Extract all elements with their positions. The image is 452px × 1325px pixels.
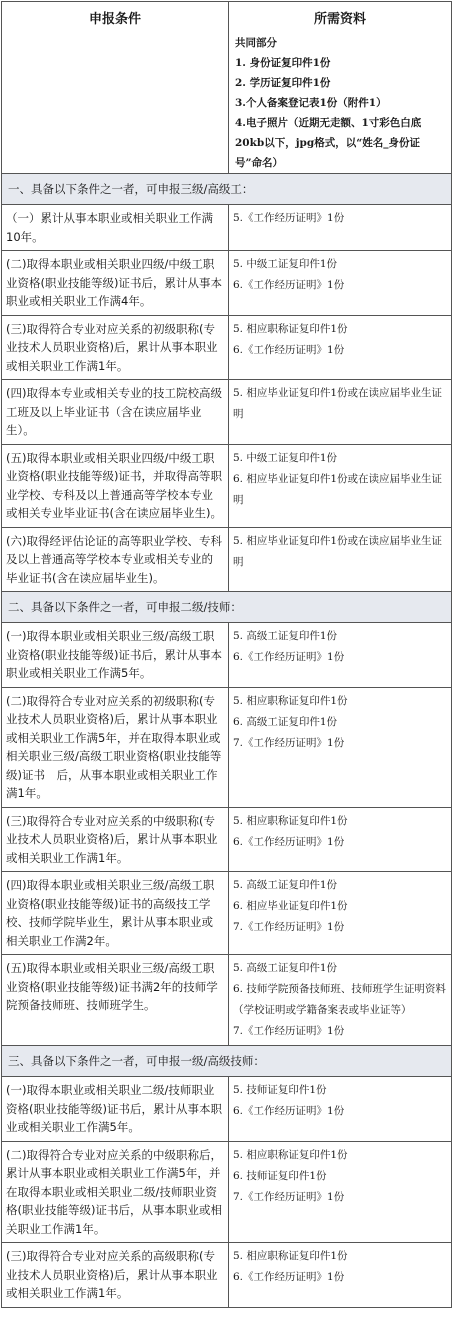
documents-cell xyxy=(229,251,452,316)
document-item: 6.《工作经历证明》1份 xyxy=(233,1271,345,1283)
documents-cell xyxy=(229,872,452,955)
condition-cell: (三)取得符合专业对应关系的高级职称(专业技术人员职业资格)后，累计从事本职业或相关职业工作满1年。 xyxy=(2,1243,229,1308)
document-item: 5. 相应毕业证复印件1份或在读应届毕业生证明 xyxy=(233,534,443,568)
document-item: 6. 相应毕业证复印件1份或在读应届毕业生证明 xyxy=(233,472,443,506)
document-item: 7.《工作经历证明》1份 xyxy=(233,921,345,933)
section-title: 三、具备以下条件之一者，可申报一级/高级技师： xyxy=(2,1046,452,1077)
condition-cell: (三)取得符合专业对应关系的初级职称(专业技术人员职业资格)后，累计从事本职业或相关职业工作满1年。 xyxy=(2,315,229,380)
condition-cell: (一)取得本职业或相关职业三级/高级工职业资格(职业技能等级)证书后，累计从事本职业或相关职业工作满5年。 xyxy=(2,623,229,688)
documents-cell xyxy=(229,807,452,872)
table-row xyxy=(2,1243,452,1308)
condition-cell: (五)取得本职业或相关职业三级/高级工职业资格(职业技能等级)证书满2年的技师学院预备技师班、技师班学生。 xyxy=(2,955,229,1046)
document-item: 5. 技师证复印件1份 xyxy=(233,1084,327,1096)
table-row xyxy=(2,205,452,251)
document-item: 5. 高级工证复印件1份 xyxy=(233,879,338,891)
condition-cell: (四)取得本职业或相关职业三级/高级工职业资格(职业技能等级)证书的高级技工学校、技师学院毕业生，累计从事本职业或相关职业工作满2年。 xyxy=(2,872,229,955)
table-row xyxy=(2,527,452,592)
document-item: 7.《工作经历证明》1份 xyxy=(233,736,345,749)
section-header-row xyxy=(2,174,452,205)
table-row xyxy=(2,807,452,872)
documents-cell xyxy=(229,623,452,688)
table-row xyxy=(2,251,452,316)
document-item: 6. 技师学院预备技师班、技师班学生证明资料（学校证明或学籍备案表或毕业证等） xyxy=(233,983,446,1016)
document-item: 5. 相应职称证复印件1份 xyxy=(233,1250,348,1262)
common-doc-item: 4.电子照片（近期无走额、1寸彩色白底20kb以下，jpg格式，以“姓名_身份证号”命名） xyxy=(235,117,422,169)
common-doc-item: 3.个人备案登记表1份（附件1） xyxy=(235,97,387,109)
document-item: 5. 相应毕业证复印件1份或在读应届毕业生证明 xyxy=(233,387,443,420)
section-header-row xyxy=(2,1046,452,1077)
table-row xyxy=(2,872,452,955)
document-item: 5. 相应职称证复印件1份 xyxy=(233,694,348,707)
document-item: 6.《工作经历证明》1份 xyxy=(233,1105,345,1117)
document-item: 5. 相应职称证复印件1份 xyxy=(233,1148,348,1161)
document-item: 6.《工作经历证明》1份 xyxy=(233,343,345,356)
table-body xyxy=(2,174,452,1308)
condition-cell: (三)取得符合专业对应关系的中级职称(专业技术人员职业资格)后，累计从事本职业或相关职业工作满1年。 xyxy=(2,807,229,872)
documents-cell xyxy=(229,1077,452,1142)
table-row xyxy=(2,315,452,380)
document-item: 6.《工作经历证明》1份 xyxy=(233,651,345,663)
documents-cell xyxy=(229,380,452,445)
documents-cell xyxy=(229,315,452,380)
condition-cell: （一）累计从事本职业或相关职业工作满10年。 xyxy=(2,205,229,251)
document-item: 5. 相应职称证复印件1份 xyxy=(233,814,348,827)
condition-cell: (五)取得本职业或相关职业四级/中级工职业资格(职业技能等级)证书，并取得高等职业学校、专科及以上普通高等学校本专业或相关专业毕业证书(含在读应届毕业生)。 xyxy=(2,444,229,527)
document-item: 5.《工作经历证明》1份 xyxy=(233,212,345,224)
documents-cell xyxy=(229,955,452,1046)
header-row xyxy=(2,2,452,174)
documents-cell xyxy=(229,527,452,592)
condition-cell: (一)取得本职业或相关职业二级/技师职业资格(职业技能等级)证书后，累计从事本职业或相关职业工作满5年。 xyxy=(2,1077,229,1142)
condition-cell: (四)取得本专业或相关专业的技工院校高级工班及以上毕业证书（含在读应届毕业生）。 xyxy=(2,380,229,445)
document-item: 5. 中级工证复印件1份 xyxy=(233,451,338,464)
table-row xyxy=(2,1077,452,1142)
document-item: 6. 高级工证复印件1份 xyxy=(233,715,338,728)
section-header-row xyxy=(2,592,452,623)
table-row xyxy=(2,1141,452,1243)
documents-cell xyxy=(229,205,452,251)
common-doc-item: 1. 身份证复印件1份 xyxy=(235,57,331,69)
document-item: 5. 高级工证复印件1份 xyxy=(233,630,338,642)
condition-cell: (二)取得符合专业对应关系的初级职称(专业技术人员职业资格)后，累计从事本职业或相关职业工作满5年，并在取得本职业或相关职业三级/高级工职业资格(职业技能等级)证书 后，从事本职业或相关职业工作满1年。 xyxy=(2,687,229,807)
document-item: 7.《工作经历证明》1份 xyxy=(233,1190,345,1203)
table-row xyxy=(2,380,452,445)
document-item: 6. 技师证复印件1份 xyxy=(233,1169,327,1182)
condition-cell: (六)取得经评估论证的高等职业学校、专科及以上普通高等学校本专业或相关专业的毕业证书(含在读应届毕业生)。 xyxy=(2,527,229,592)
section-title: 一、具备以下条件之一者，可申报三级/高级工： xyxy=(2,174,452,205)
common-doc-item: 2. 学历证复印件1份 xyxy=(235,77,331,89)
header-documents: 所需资料 xyxy=(313,12,366,27)
table-row xyxy=(2,444,452,527)
table-row xyxy=(2,623,452,688)
condition-cell: (二)取得本职业或相关职业四级/中级工职业资格(职业技能等级)证书后，累计从事本职业或相关职业工作满4年。 xyxy=(2,251,229,316)
common-docs xyxy=(235,33,445,173)
header-conditions: 申报条件 xyxy=(2,2,229,174)
document-item: 5. 高级工证复印件1份 xyxy=(233,962,338,974)
document-item: 6.《工作经历证明》1份 xyxy=(233,835,345,848)
document-item: 5. 相应职称证复印件1份 xyxy=(233,322,348,335)
table-row xyxy=(2,955,452,1046)
document-item: 6.《工作经历证明》1份 xyxy=(233,279,345,291)
section-title: 二、具备以下条件之一者，可申报二级/技师： xyxy=(2,592,452,623)
requirements-table xyxy=(1,1,452,1308)
documents-cell xyxy=(229,444,452,527)
condition-cell: (二)取得符合专业对应关系的中级职称后，累计从事本职业或相关职业工作满5年，并在取得本职业或相关职业二级/技师职业资格(职业技能等级)证书后，从事本职业或相关职业工作满1年。 xyxy=(2,1141,229,1243)
documents-cell xyxy=(229,687,452,807)
document-item: 7.《工作经历证明》1份 xyxy=(233,1025,345,1037)
common-docs-title: 共同部分 xyxy=(235,37,277,49)
document-item: 6. 相应毕业证复印件1份 xyxy=(233,900,348,912)
header-documents-cell xyxy=(229,2,452,174)
documents-cell xyxy=(229,1243,452,1308)
table-row xyxy=(2,687,452,807)
documents-cell xyxy=(229,1141,452,1243)
document-item: 5. 中级工证复印件1份 xyxy=(233,258,338,270)
